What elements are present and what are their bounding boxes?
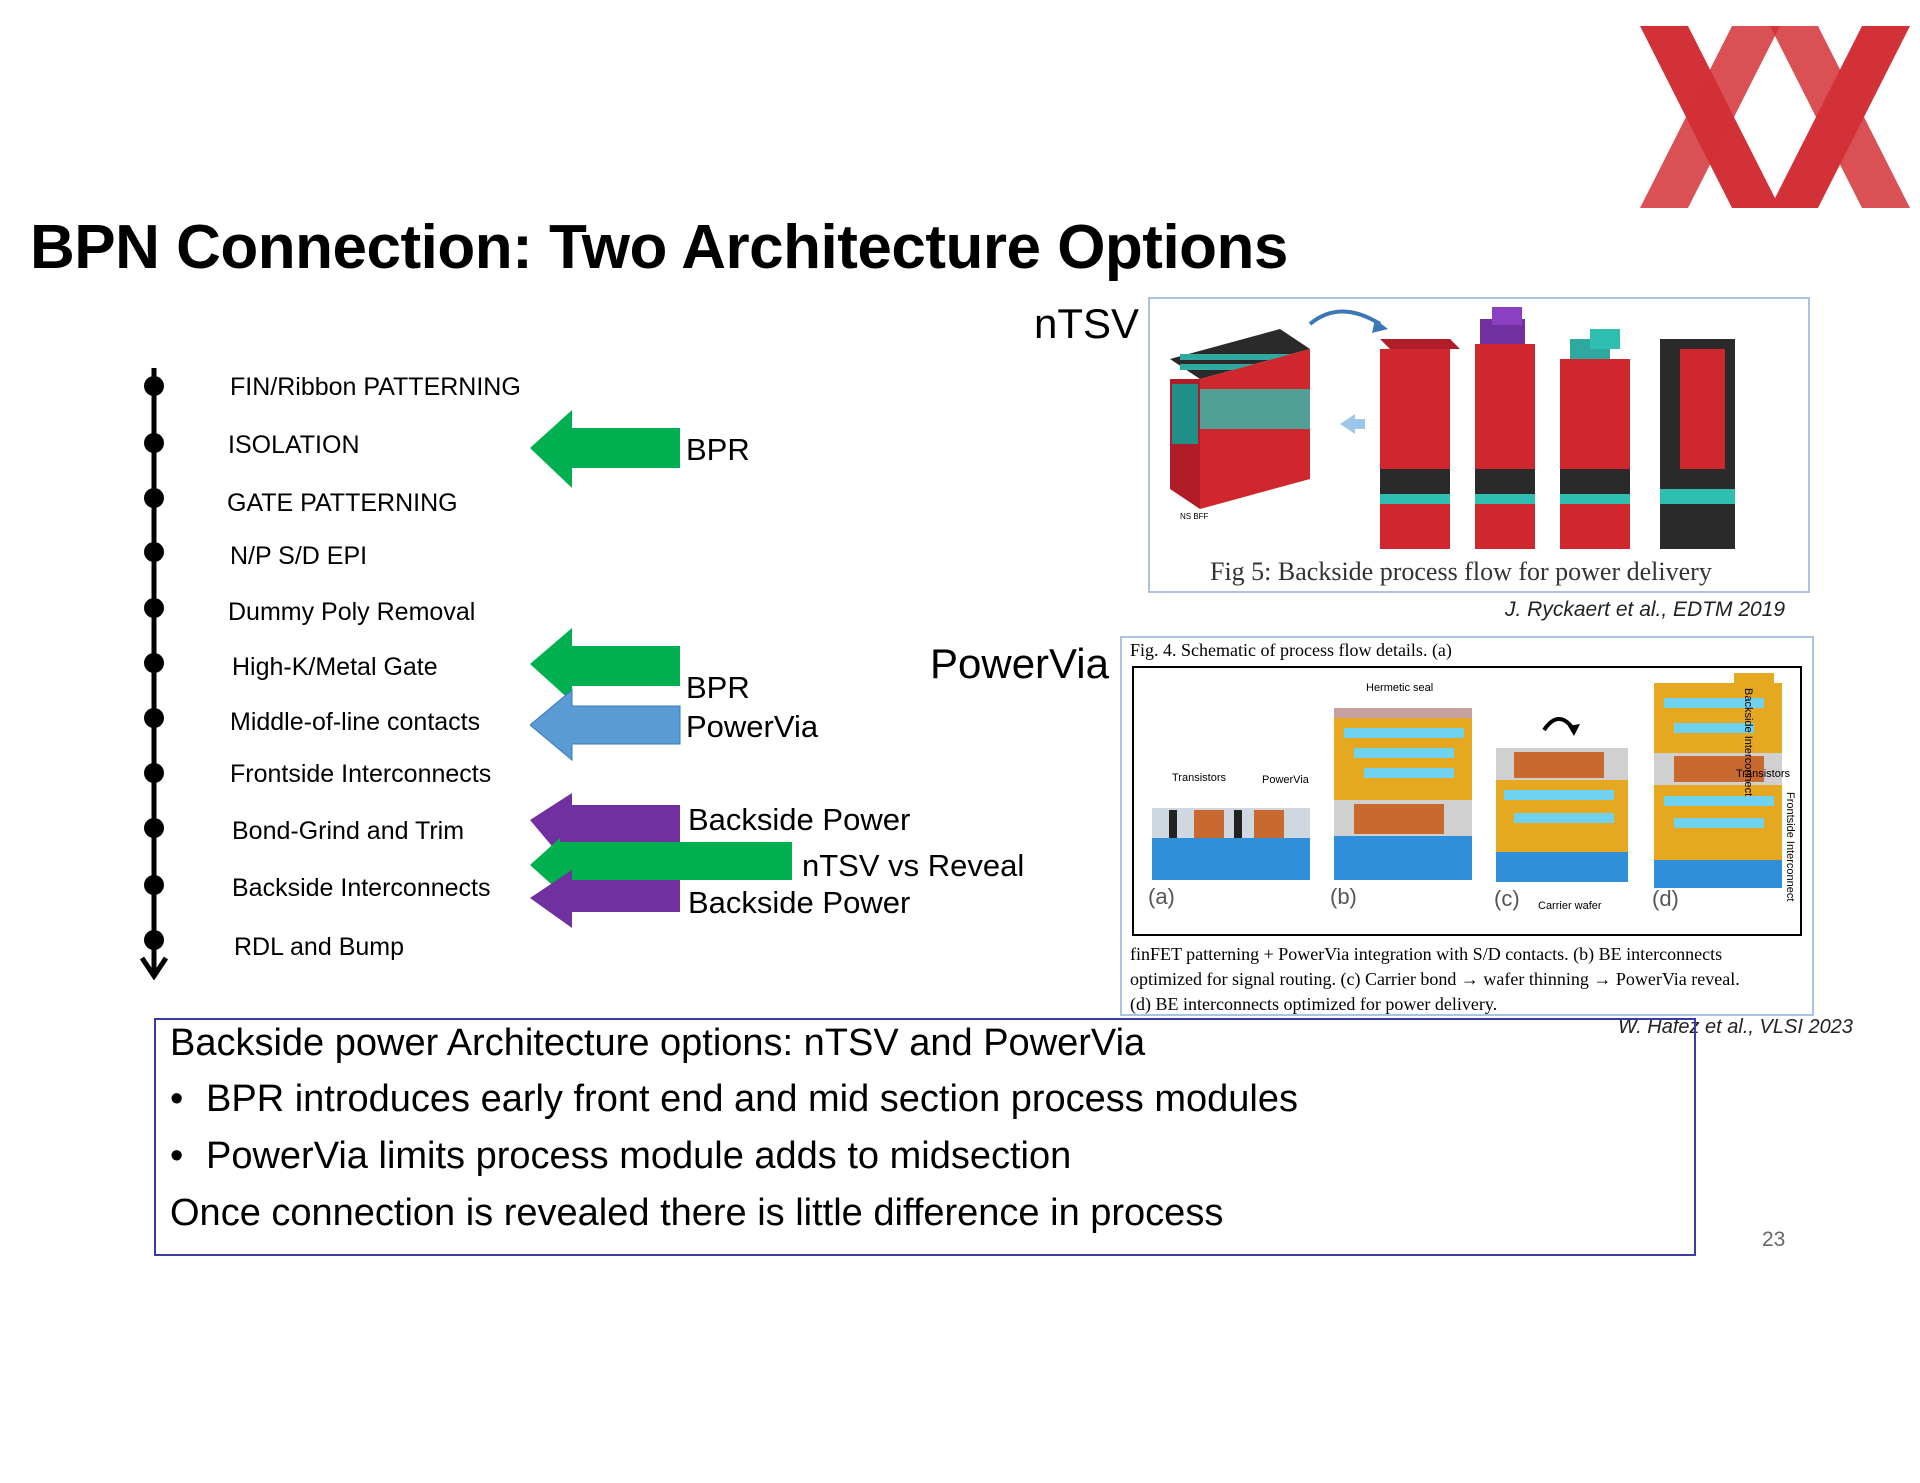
powervia-process-illustration — [1134, 668, 1800, 934]
step-isolation: ISOLATION — [228, 431, 360, 459]
page-number: 23 — [1762, 1228, 1786, 1251]
ntsv-figure — [1148, 297, 1810, 593]
powervia-panels — [1132, 666, 1802, 936]
panel-label-a: (a) — [1148, 884, 1175, 909]
bullet-icon: • — [170, 1135, 184, 1177]
label-backside-power-1: Backside Power — [688, 802, 911, 837]
step-sd-epi: N/P S/D EPI — [230, 542, 368, 570]
label-powervia: PowerVia — [686, 709, 819, 744]
powervia-citation: W. Hafez et al., VLSI 2023 — [1618, 1016, 1853, 1038]
summary-heading: Backside power Architecture options: nTSV and PowerVia — [170, 1022, 1146, 1064]
step-hk-metal-gate: High-K/Metal Gate — [232, 653, 438, 681]
summary-bullet-2 — [170, 1135, 1071, 1178]
step-bond-grind-trim: Bond-Grind and Trim — [232, 817, 465, 845]
label-transistors: Transistors — [1172, 772, 1226, 784]
step-fin-patterning: FIN/Ribbon PATTERNING — [230, 373, 521, 401]
process-timeline — [138, 368, 168, 988]
label-frontside-interconnect: Frontside Interconnect — [1784, 792, 1796, 902]
step-gate-patterning: GATE PATTERNING — [227, 489, 458, 517]
ntsv-process-illustration — [1150, 299, 1808, 549]
step-mol-contacts: Middle-of-line contacts — [230, 708, 481, 736]
summary-bullet-1-text: BPR introduces early front end and mid section process modules — [206, 1078, 1298, 1120]
arrow-group — [530, 400, 800, 940]
summary-box — [154, 1018, 1696, 1256]
page-title: BPN Connection: Two Architecture Options — [30, 213, 1288, 282]
timeline-line — [138, 368, 168, 988]
label-hermetic-seal: Hermetic seal — [1366, 682, 1434, 694]
label-transistors-right: Transistors — [1736, 768, 1790, 780]
powervia-fig-title: Fig. 4. Schematic of process flow details. (a) — [1130, 640, 1452, 660]
label-backside-interconnect: Backside Interconnect — [1742, 688, 1754, 797]
powervia-caption — [1130, 942, 1740, 1017]
step-dummy-poly-removal: Dummy Poly Removal — [228, 598, 476, 626]
step-backside-interconnects: Backside Interconnects — [232, 874, 491, 902]
label-carrier-wafer: Carrier wafer — [1538, 900, 1602, 912]
process-steps — [225, 0, 555, 1000]
panel-label-b: (b) — [1330, 884, 1357, 909]
summary-bullet-1 — [170, 1078, 1298, 1121]
summary-conclusion: Once connection is revealed there is little difference in process — [170, 1192, 1224, 1234]
powervia-caption-line-1: finFET patterning + PowerVia integration with S/D contacts. (b) BE interconnects — [1130, 944, 1723, 964]
powervia-figure — [1120, 636, 1814, 1016]
summary-bullet-2-text: PowerVia limits process module adds to midsection — [206, 1135, 1072, 1177]
label-backside-power-2: Backside Power — [688, 885, 911, 920]
bullet-icon: • — [170, 1078, 184, 1120]
powervia-caption-line-3: (d) BE interconnects optimized for power delivery. — [1130, 994, 1498, 1014]
label-bpr-1: BPR — [686, 432, 750, 467]
powervia-section-label: PowerVia — [930, 640, 1109, 687]
powervia-arrow — [530, 690, 680, 760]
label-bpr-2: BPR — [686, 670, 750, 705]
step-frontside-interconnects: Frontside Interconnects — [230, 760, 492, 788]
ntsv-citation: J. Ryckaert et al., EDTM 2019 — [1505, 598, 1786, 621]
bpr-arrow-2 — [530, 628, 680, 702]
xx-logo — [1640, 26, 1910, 208]
panel-label-c: (c) — [1494, 886, 1520, 911]
label-powervia-inner: PowerVia — [1262, 774, 1309, 786]
bpr-arrow-1 — [530, 410, 680, 488]
label-ntsv-vs-reveal: nTSV vs Reveal — [802, 848, 1025, 883]
ntsv-caption: Fig 5: Backside process flow for power delivery — [1210, 557, 1712, 586]
powervia-caption-line-2: optimized for signal routing. (c) Carrier bond → wafer thinning → PowerVia reveal. — [1130, 969, 1740, 989]
svg-text:NS BFF: NS BFF — [1180, 512, 1209, 521]
ntsv-label: nTSV — [1034, 300, 1140, 347]
panel-label-d: (d) — [1652, 886, 1679, 911]
step-rdl-bump: RDL and Bump — [234, 933, 404, 961]
